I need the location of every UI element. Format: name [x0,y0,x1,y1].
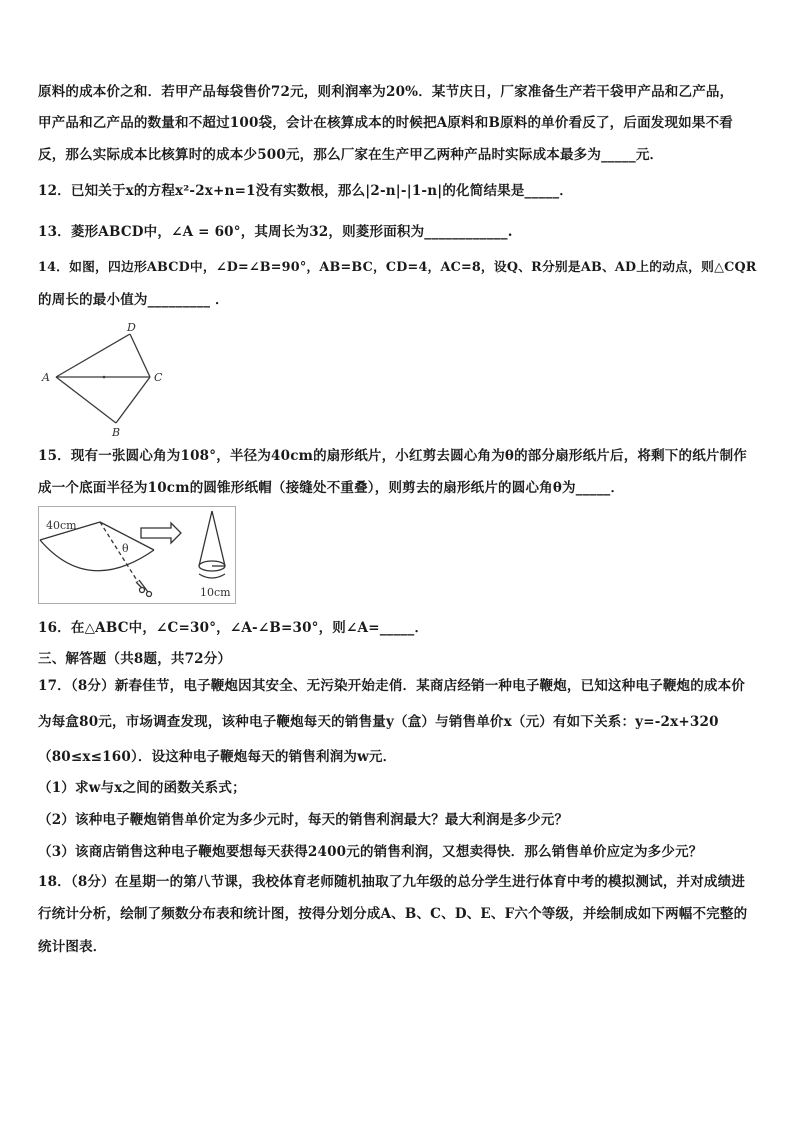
q11-line-1: 原料的成本价之和．若甲产品每袋售价72元，则利润率为20%．某节庆日，厂家准备生产若干袋甲产品和乙产品， [38,84,734,100]
q15-sector-cone-figure [38,506,236,604]
label-c: C [154,371,163,384]
q17-line-1: 17．（8分）新春佳节，电子鞭炮因其安全、无污染开始走俏．某商店经销一种电子鞭炮，已知这种电子鞭炮的成本价 [38,678,746,694]
label-base: 10cm [200,586,231,599]
label-b: B [112,426,121,438]
q17-line-2: 为每盒80元，市场调查发现，该种电子鞭炮每天的销售量y（盒）与销售单价x（元）有如下关系：y=-2x+320 [38,714,719,730]
label-radius: 40cm [46,519,77,532]
q18-line-3: 统计图表． [38,939,107,955]
q17-sub-3: （3）该商店销售这种电子鞭炮要想每天获得2400元的销售利润，又想卖得快．那么销售单价应定为多少元？ [38,844,703,860]
q18-line-2: 行统计分析，绘制了频数分布表和统计图，按得分划分成A、B、C、D、E、F六个等级，并绘制成如下两幅不完整的 [38,906,748,922]
q13-text: 13．菱形ABCD中，∠A = 60°，其周长为32，则菱形面积为____________. [38,224,513,240]
q11-line-3: 反，那么实际成本比核算时的成本少500元，那么厂家在生产甲乙两种产品时实际成本最多为_____元． [38,147,664,163]
q14-quadrilateral-figure [38,320,198,438]
label-a: A [42,371,50,384]
section-3-title: 三、解答题（共8题，共72分） [38,651,232,667]
q18-line-1: 18．（8分）在星期一的第八节课，我校体育老师随机抽取了九年级的总分学生进行体育中考的模拟测试，并对成绩进 [38,874,746,890]
q14-line-1: 14．如图，四边形ABCD中，∠D=∠B=90°，AB=BC，CD=4，AC=8，设Q、R分别是AB、AD上的动点，则△CQR [38,260,757,275]
q17-line-3: （80≤x≤160）．设这种电子鞭炮每天的销售利润为w元． [38,749,397,765]
q15-line-2: 成一个底面半径为10cm的圆锥形纸帽（接缝处不重叠），则剪去的扇形纸片的圆心角θ为_____． [38,480,625,496]
label-d: D [127,321,136,334]
q11-line-2: 甲产品和乙产品的数量和不超过100袋，会计在核算成本的时候把A原料和B原料的单价看反了，后面发现如果不看 [38,115,733,131]
label-theta: θ [122,542,129,555]
q14-line-2: 的周长的最小值为_________ ． [38,292,229,308]
q12-text: 12．已知关于x的方程x²-2x+n=1没有实数根，那么|2-n|-|1-n|的化简结果是_____． [38,183,573,199]
q15-line-1: 15．现有一张圆心角为108°，半径为40cm的扇形纸片，小红剪去圆心角为θ的部分扇形纸片后，将剩下的纸片制作 [38,448,748,464]
q17-sub-2: （2）该种电子鞭炮销售单价定为多少元时，每天的销售利润最大？最大利润是多少元？ [38,812,569,828]
q17-sub-1: （1）求w与x之间的函数关系式； [38,780,246,796]
q16-text: 16．在△ABC中，∠C=30°，∠A-∠B=30°，则∠A=_____． [38,620,429,636]
